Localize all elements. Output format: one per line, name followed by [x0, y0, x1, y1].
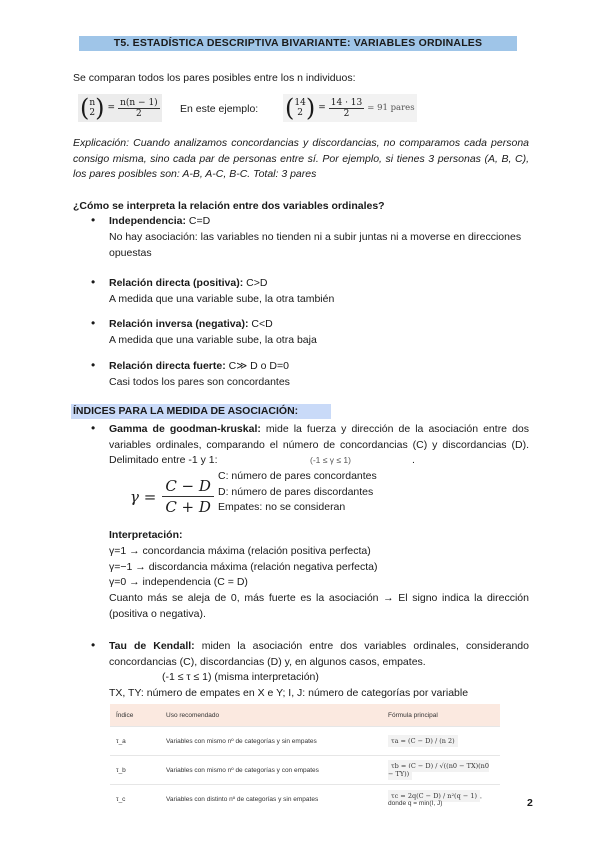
example-label: En este ejemplo:	[180, 103, 259, 115]
kendall-description	[109, 639, 529, 670]
page-title: T5. ESTADÍSTICA DESCRIPTIVA BIVARIANTE: VARIABLES ORDINALES	[113, 37, 483, 49]
binom-top: 14	[294, 98, 306, 108]
table-cell: τ_a	[110, 727, 160, 756]
table-row	[110, 727, 500, 756]
gamma-legend	[218, 469, 377, 516]
list-item	[109, 317, 273, 333]
frac-denominator: 2	[343, 108, 350, 119]
item-condition: C=D	[186, 215, 211, 227]
bullet-icon: •	[91, 638, 96, 652]
example-pairs-formula: ( 14 2 ) = $\frac{14 \cdot 13}{2}$ = 91 pares	[285, 94, 415, 122]
kendall-range-line	[162, 670, 319, 686]
list-item	[109, 276, 267, 292]
item-description: A medida que una variable sube, la otra baja	[109, 334, 317, 346]
item-description: Casi todos los pares son concordantes	[109, 376, 290, 388]
item-label: Relación directa fuerte:	[109, 360, 226, 372]
interpret-heading: ¿Cómo se interpreta la relación entre dos variables ordinales?	[73, 200, 385, 212]
interp-line: γ=−1 → discordancia máxima (relación negativa perfecta)	[109, 560, 378, 573]
formula-image: τc = 2q(C − D) / n²(q − 1)	[388, 790, 480, 802]
interp-note: Cuanto más se aleja de 0, más fuerte es la asociación → El signo indica la dirección (positiva o negativa).	[109, 592, 529, 620]
legend-line: C: número de pares concordantes	[218, 470, 377, 482]
list-item	[109, 359, 289, 375]
column-header: Índice	[110, 704, 160, 727]
item-description: No hay asociación: las variables no tienden ni a subir juntas ni a moverse en direcciones opuestas	[109, 231, 522, 259]
binom-bottom: 2	[297, 108, 303, 118]
frac-denominator: 2	[136, 108, 142, 119]
kendall-range-note: (misma interpretación)	[211, 671, 319, 683]
interp-lines	[109, 544, 377, 591]
item-label: Relación inversa (negativa):	[109, 318, 249, 330]
item-condition: C<D	[248, 318, 273, 330]
gamma-lhs: γ =	[130, 487, 157, 506]
kendall-line2: TX, TY: número de empates en X e Y; I, J: número de categorías por variable	[109, 687, 469, 699]
gamma-label: Gamma de goodman-kruskal:	[109, 423, 261, 435]
table-cell: τ_b	[110, 756, 160, 785]
gamma-denominator: C + D	[165, 498, 211, 516]
bullet-icon: •	[91, 421, 96, 435]
bullet-icon: •	[91, 213, 96, 227]
table-cell	[382, 727, 500, 756]
table-row	[110, 756, 500, 785]
kendall-label: Tau de Kendall:	[109, 640, 195, 652]
kendall-table	[110, 704, 500, 813]
frac-numerator: 14 · 13	[330, 97, 363, 108]
legend-line: D: número de pares discordantes	[218, 485, 374, 498]
indices-heading: ÍNDICES PARA LA MEDIDA DE ASOCIACIÓN:	[73, 405, 299, 417]
item-condition: C>D	[243, 277, 268, 289]
table-header-row	[110, 704, 500, 727]
binom-bottom: 2	[89, 108, 96, 118]
binom-top: n	[89, 98, 96, 108]
kendall-range: (-1 ≤ τ ≤ 1)	[162, 671, 212, 683]
example-result: = 91 pares	[367, 103, 415, 113]
table-row	[110, 785, 500, 814]
explanation-paragraph: Explicación: Cuando analizamos concordancias y discordancias, no comparamos cada persona consigo misma, sino cada par de personas entre sí. Por ejemplo, si tienes 3 personas (A, B, C), los pares posibles son: A-B, A-C, B-C. Total: 3 pares	[73, 137, 529, 180]
list-item	[109, 214, 210, 230]
gamma-range: (-1 ≤ γ ≤ 1)	[310, 455, 351, 465]
table-cell	[382, 785, 500, 814]
gamma-numerator: C − D	[162, 476, 214, 497]
equals-sign: =	[318, 103, 326, 113]
item-description: A medida que una variable sube, la otra también	[109, 293, 335, 305]
gamma-text: mide la fuerza y dirección de la asociación entre dos variables ordinales, comparando el número de concordancias (C) y discordancias (D). Delimitado entre -1 y 1:	[109, 423, 529, 466]
item-label: Relación directa (positiva):	[109, 277, 244, 289]
formula-note: , donde q = min(I, J)	[388, 792, 482, 807]
frac-numerator: n(n − 1)	[120, 97, 158, 108]
gamma-range-dot: .	[412, 454, 415, 466]
item-condition: C≫ D o D=0	[225, 360, 289, 372]
general-pairs-formula: ( n 2 ) = $\frac{n(n - 1)}{2}$	[78, 94, 162, 122]
gamma-formula	[130, 476, 214, 517]
kendall-text: miden la asociación entre dos variables ordinales, considerando concordancias (C), discordancias (D) y, en algunos casos, empates.	[109, 640, 529, 668]
formula-image: τa = (C − D) / (n 2)	[388, 735, 458, 747]
legend-line: Empates: no se consideran	[218, 501, 346, 513]
table-cell: Variables con distinto nº de categorías y sin empates	[160, 785, 382, 814]
page-number: 2	[527, 797, 533, 809]
table-cell: Variables con mismo nº de categorías y con empates	[160, 756, 382, 785]
bullet-icon: •	[91, 275, 96, 289]
interp-line: γ=1 → concordancia máxima (relación positiva perfecta)	[109, 545, 371, 557]
bullet-icon: •	[91, 316, 96, 330]
interp-line: γ=0 → independencia (C = D)	[109, 576, 248, 588]
column-header: Fórmula principal	[382, 704, 500, 727]
table-cell: Variables con mismo nº de categorías y sin empates	[160, 727, 382, 756]
intro-sentence: Se comparan todos los pares posibles entre los n individuos:	[73, 72, 356, 84]
interp-heading: Interpretación:	[109, 529, 183, 541]
item-label: Independencia:	[109, 215, 187, 227]
table-cell	[382, 756, 500, 785]
table-cell: τ_c	[110, 785, 160, 814]
equals-sign: =	[107, 103, 116, 113]
bullet-icon: •	[91, 358, 96, 372]
column-header: Uso recomendado	[160, 704, 382, 727]
formula-image: τb = (C − D) / √((n0 − TX)(n0 − TY))	[388, 762, 489, 778]
